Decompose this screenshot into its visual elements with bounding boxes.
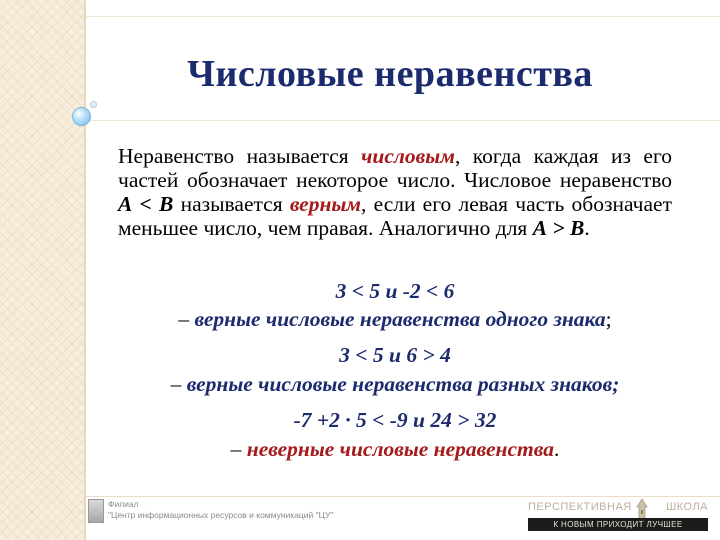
footer-line: "Центр информационных ресурсов и коммуникаций "ЦУ": [108, 510, 334, 520]
desc-text: верные числовые неравенства одного знака: [194, 307, 606, 331]
para-text: , если его левая часть обозначает меньшее число, чем правая. Аналогично для: [118, 192, 672, 240]
footer-credit: [108, 499, 333, 521]
para-text: .: [584, 216, 590, 240]
dash: –: [230, 437, 247, 461]
example-expression: 3 < 5 и -2 < 6: [335, 279, 455, 303]
example-description: [90, 307, 700, 332]
punct: ;: [612, 372, 620, 396]
decorative-sidebar: [0, 0, 84, 540]
sidebar-divider: [84, 0, 86, 540]
para-text: , когда каждая из его частей обозначает некоторое число. Числовое неравенство: [118, 144, 672, 192]
brand-slogan: К НОВЫМ ПРИХОДИТ ЛУЧШЕЕ: [528, 518, 708, 531]
title-divider: [86, 120, 720, 121]
punct: .: [553, 437, 560, 461]
var-a: А: [118, 192, 133, 216]
footer-line: Филиал: [108, 499, 139, 509]
dash: –: [170, 372, 187, 396]
var-b: В: [159, 192, 174, 216]
definition-paragraph: [118, 144, 672, 240]
branch-logo-icon: [88, 499, 104, 523]
top-divider: [86, 16, 720, 17]
punct: ;: [605, 307, 612, 331]
example-expression: 3 < 5 и 6 > 4: [339, 343, 451, 367]
dash: –: [178, 307, 195, 331]
bubble-icon: [72, 107, 91, 126]
term-true: верным: [289, 192, 362, 216]
desc-text: неверные числовые неравенства: [246, 437, 554, 461]
para-text: Неравенство называется: [118, 144, 362, 168]
slide-title: Числовые неравенства: [187, 53, 593, 95]
brand-top-text: [528, 501, 708, 513]
example-description: [90, 372, 700, 397]
example-expression: -7 +2 · 5 < -9 и 24 > 32: [293, 408, 497, 432]
desc-text: верные числовые неравенства разных знаков: [186, 372, 613, 396]
brand-right: ШКОЛА: [666, 501, 708, 513]
example-description: [90, 437, 700, 462]
less-sign: <: [132, 192, 160, 216]
small-bubble-icon: [90, 101, 97, 108]
para-text: называется: [173, 192, 290, 216]
brand-logo: [528, 497, 708, 537]
brand-left: ПЕРСПЕКТИВНАЯ: [528, 501, 632, 513]
term-numeric: числовым: [361, 144, 455, 168]
a-greater-b: А > В: [532, 216, 585, 240]
